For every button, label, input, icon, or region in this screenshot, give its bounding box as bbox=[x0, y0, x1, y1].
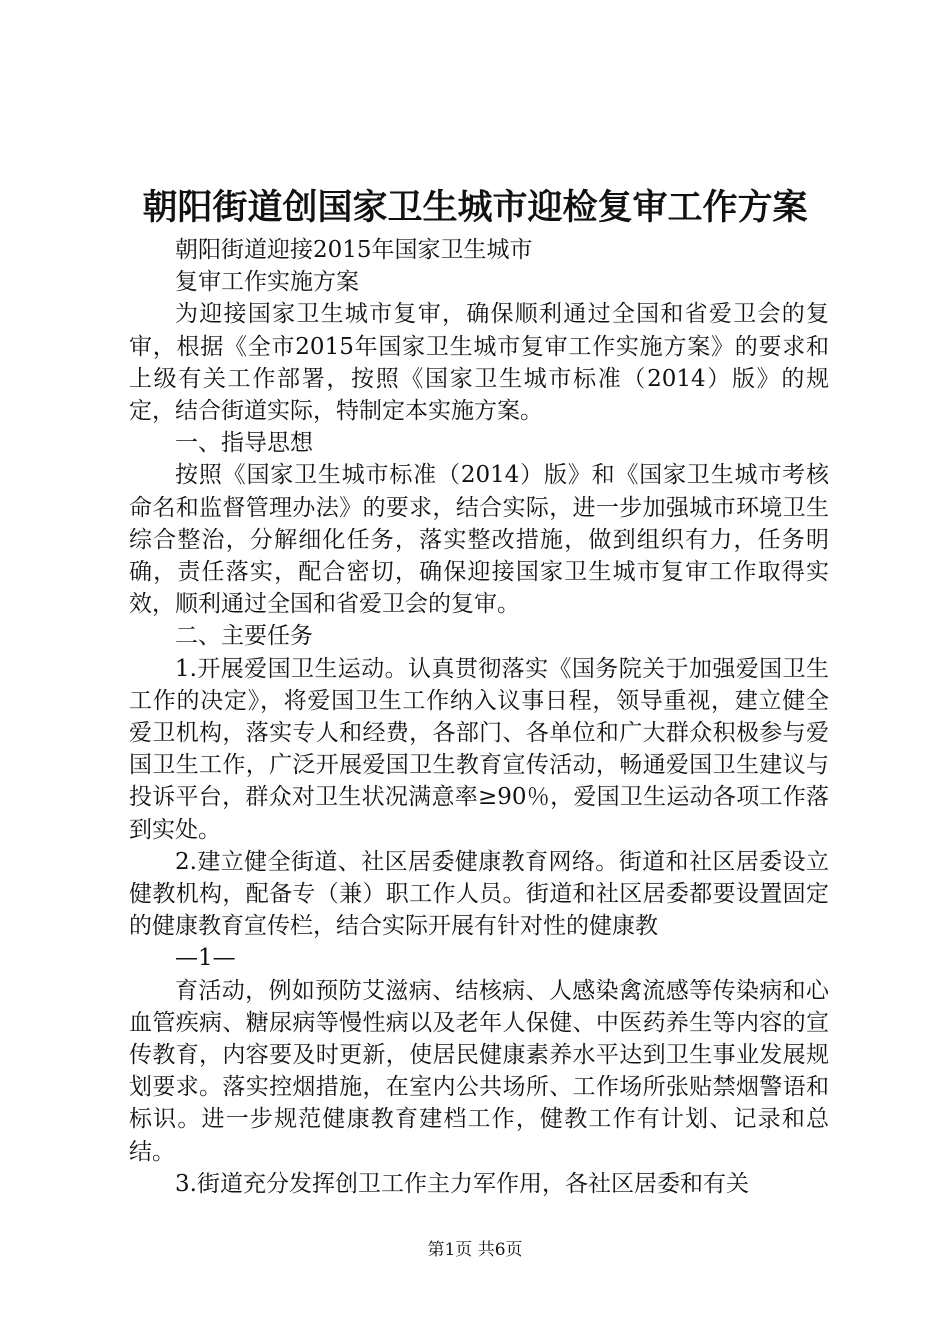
subtitle-line-1: 朝阳街道迎接2015年国家卫生城市 bbox=[175, 237, 533, 263]
page-marker: —1— bbox=[175, 945, 236, 972]
section-heading-main-tasks: 二、主要任务 bbox=[175, 623, 313, 650]
page-footer: 第1页 共6页 bbox=[427, 1240, 523, 1260]
section-heading-guiding-ideology: 一、指导思想 bbox=[175, 430, 313, 457]
task-3-paragraph: 3.街道充分发挥创卫工作主力军作用，各社区居委和有关 bbox=[175, 1170, 749, 1197]
guiding-ideology-paragraph: 按照《国家卫生城市标准（2014）版》和《国家卫生城市考核命名和监督管理办法》的要求，结合实际，进一步加强城市环境卫生综合整治，分解细化任务，落实整改措施，做到组织有力，任务明确，责任落实，配合密切，确保迎接国家卫生城市复审工作取得实效，顺利通过全国和省爱卫会的复审。 bbox=[129, 462, 829, 618]
document-body bbox=[129, 234, 829, 1200]
intro-paragraph: 为迎接国家卫生城市复审，确保顺利通过全国和省爱卫会的复审，根据《全市2015年国家卫生城市复审工作实施方案》的要求和上级有关工作部署，按照《国家卫生城市标准（2014）版》的规定，结合街道实际，特制定本实施方案。 bbox=[129, 301, 829, 425]
document-title: 朝阳街道创国家卫生城市迎检复审工作方案 bbox=[142, 187, 808, 228]
subtitle-line-2: 复审工作实施方案 bbox=[175, 269, 359, 296]
task-1-paragraph: 1.开展爱国卫生运动。认真贯彻落实《国务院关于加强爱国卫生工作的决定》，将爱国卫生工作纳入议事日程，领导重视，建立健全爱卫机构，落实专人和经费，各部门、各单位和广大群众积极参与爱国卫生工作，广泛开展爱国卫生教育宣传活动，畅通爱国卫生建议与投诉平台，群众对卫生状况满意率≥90％，爱国卫生运动各项工作落到实处。 bbox=[129, 655, 829, 843]
task-2-paragraph: 2.建立健全街道、社区居委健康教育网络。街道和社区居委设立健教机构，配备专（兼）职工作人员。街道和社区居委都要设置固定的健康教育宣传栏，结合实际开展有针对性的健康教 bbox=[129, 848, 829, 940]
task-2-continued-paragraph: 育活动，例如预防艾滋病、结核病、人感染禽流感等传染病和心血管疾病、糖尿病等慢性病以及老年人保健、中医药养生等内容的宣传教育，内容要及时更新，使居民健康素养水平达到卫生事业发展规划要求。落实控烟措施，在室内公共场所、工作场所张贴禁烟警语和标识。进一步规范健康教育建档工作，健教工作有计划、记录和总结。 bbox=[129, 977, 829, 1165]
